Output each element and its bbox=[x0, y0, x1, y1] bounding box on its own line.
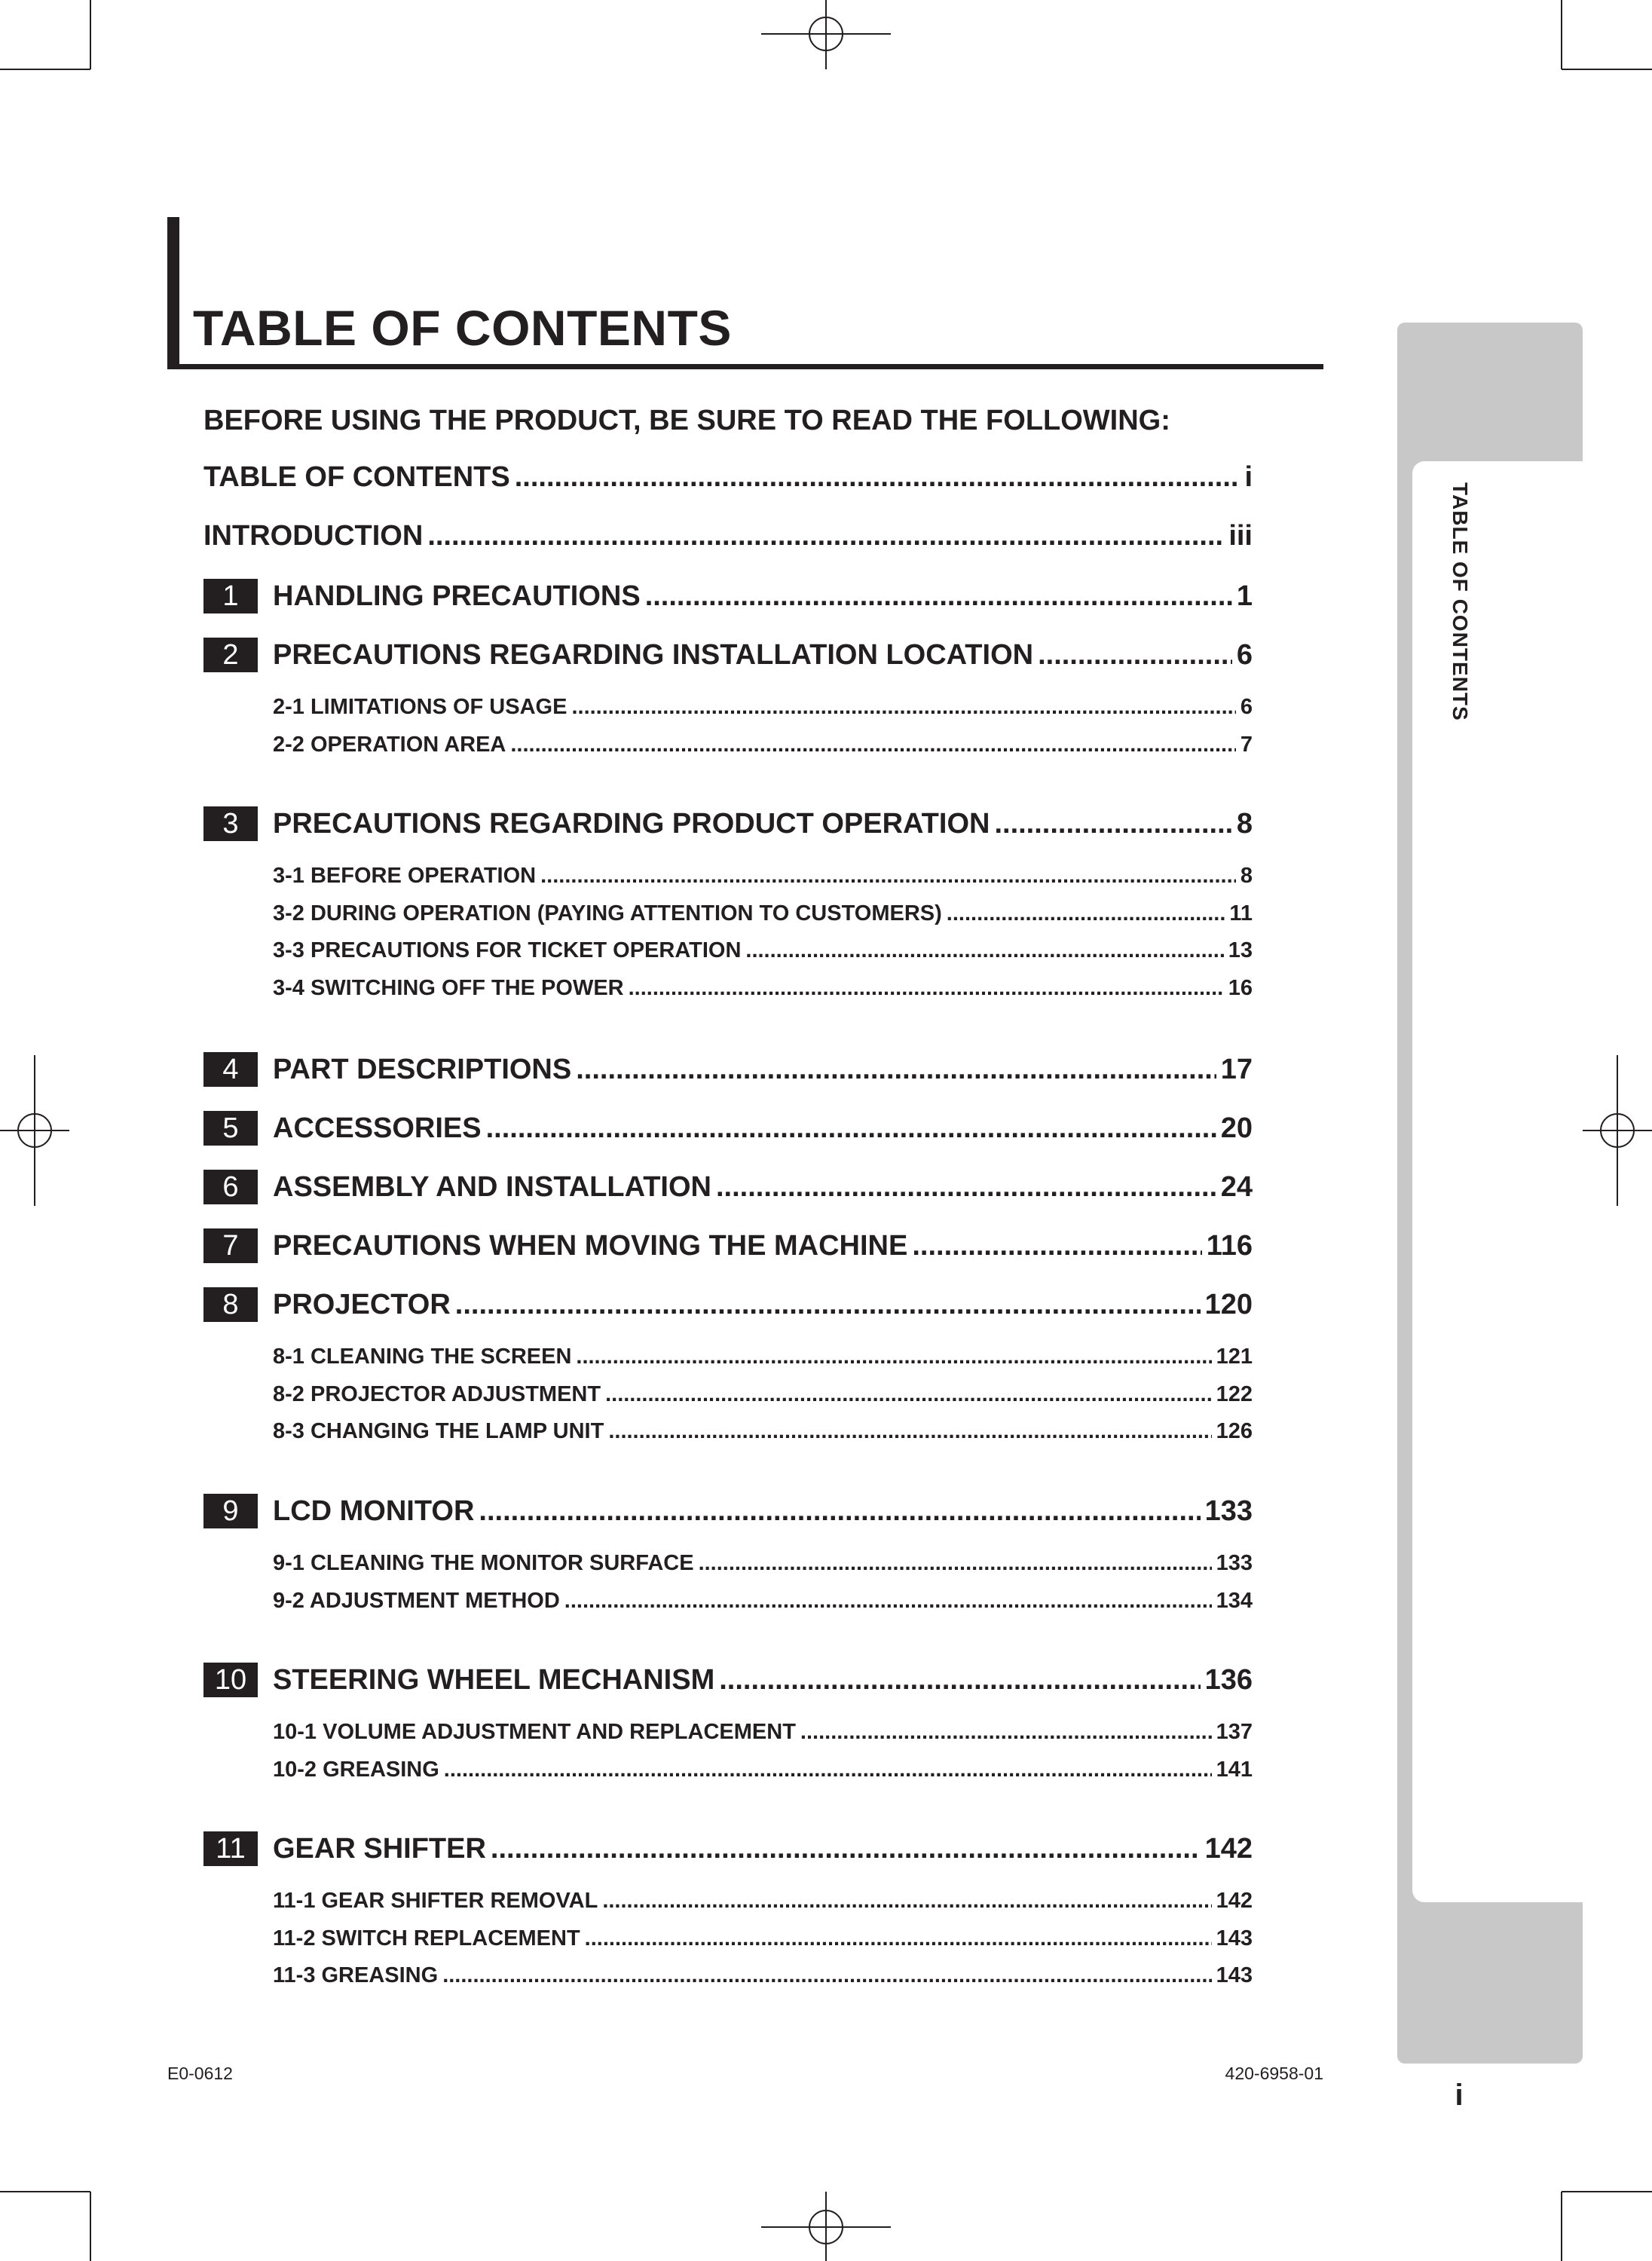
toc-entry-page: 6 bbox=[1236, 639, 1253, 671]
leader-dots bbox=[585, 1926, 1212, 1951]
toc-entry-label: 9-1 CLEANING THE MONITOR SURFACE bbox=[273, 1551, 694, 1575]
toc-section-entry[interactable] bbox=[273, 901, 1253, 926]
chapter-number-badge: 11 bbox=[203, 1831, 258, 1866]
footer-part-number: 420-6958-01 bbox=[1225, 2064, 1323, 2083]
toc-entry-label: PRECAUTIONS WHEN MOVING THE MACHINE bbox=[273, 1230, 908, 1262]
title-rule bbox=[167, 364, 1323, 369]
toc-entry-page: 133 bbox=[1204, 1495, 1253, 1527]
side-tab-inner bbox=[1412, 461, 1583, 1902]
page-title: TABLE OF CONTENTS bbox=[193, 300, 732, 356]
toc-section-entry[interactable] bbox=[273, 976, 1253, 1001]
leader-dots bbox=[602, 1889, 1211, 1914]
toc-section-entry[interactable] bbox=[273, 1889, 1253, 1914]
toc-entry-label: 8-2 PROJECTOR ADJUSTMENT bbox=[273, 1381, 601, 1406]
toc-entry-label: 3-2 DURING OPERATION (PAYING ATTENTION TO CUSTOMERS) bbox=[273, 901, 942, 926]
toc-entry-page: 143 bbox=[1216, 1926, 1253, 1950]
toc-entry-label: PRECAUTIONS REGARDING PRODUCT OPERATION bbox=[273, 808, 990, 840]
chapter-number-badge: 6 bbox=[203, 1170, 258, 1204]
toc-entry-page: 7 bbox=[1240, 732, 1253, 757]
toc-section-entry[interactable] bbox=[273, 695, 1253, 720]
leader-dots bbox=[576, 1345, 1211, 1369]
toc-chapter-entry[interactable] bbox=[273, 1664, 1253, 1697]
toc-entry-page: 24 bbox=[1220, 1171, 1253, 1203]
toc-entry-page: 16 bbox=[1228, 975, 1253, 1000]
toc-entry-label: 11-3 GREASING bbox=[273, 1963, 439, 1987]
leader-dots bbox=[800, 1720, 1212, 1745]
leader-dots bbox=[486, 1112, 1216, 1145]
toc-section-entry[interactable] bbox=[273, 1589, 1253, 1614]
toc-entry-page: i bbox=[1244, 461, 1253, 493]
toc-entry-label: 3-1 BEFORE OPERATION bbox=[273, 864, 537, 888]
toc-section-entry[interactable] bbox=[273, 864, 1253, 889]
toc-entry-label: ACCESSORIES bbox=[273, 1112, 482, 1144]
leader-dots bbox=[571, 695, 1235, 720]
toc-entry-page: 137 bbox=[1216, 1720, 1253, 1744]
toc-front-entry[interactable] bbox=[203, 520, 1253, 552]
toc-entry-page: 17 bbox=[1220, 1054, 1253, 1085]
toc-section-entry[interactable] bbox=[273, 1345, 1253, 1369]
toc-chapter-entry[interactable] bbox=[273, 808, 1253, 840]
leader-dots bbox=[629, 976, 1224, 1001]
toc-entry-label: 3-3 PRECAUTIONS FOR TICKET OPERATION bbox=[273, 938, 742, 962]
toc-section-entry[interactable] bbox=[273, 1926, 1253, 1951]
toc-chapter-entry[interactable] bbox=[273, 1171, 1253, 1204]
toc-entry-page: 1 bbox=[1236, 580, 1253, 612]
leader-dots bbox=[947, 901, 1225, 926]
toc-entry-label: 8-1 CLEANING THE SCREEN bbox=[273, 1345, 572, 1369]
chapter-number-badge: 10 bbox=[203, 1663, 258, 1697]
toc-entry-page: 142 bbox=[1204, 1833, 1253, 1865]
toc-entry-page: 136 bbox=[1204, 1664, 1253, 1696]
toc-chapter-entry[interactable] bbox=[273, 1833, 1253, 1865]
leader-dots bbox=[491, 1833, 1201, 1865]
toc-section-entry[interactable] bbox=[273, 733, 1253, 757]
toc-entry-label: GEAR SHIFTER bbox=[273, 1833, 486, 1865]
toc-chapter-entry[interactable] bbox=[273, 1054, 1253, 1086]
title-accent-bar bbox=[167, 217, 179, 368]
toc-chapter-entry[interactable] bbox=[273, 1495, 1253, 1528]
chapter-number-badge: 2 bbox=[203, 638, 258, 672]
toc-section-entry[interactable] bbox=[273, 1963, 1253, 1988]
toc-entry-label: 11-2 SWITCH REPLACEMENT bbox=[273, 1926, 580, 1950]
leader-dots bbox=[442, 1963, 1211, 1988]
leader-dots bbox=[515, 461, 1241, 494]
leader-dots bbox=[576, 1054, 1216, 1086]
toc-section-entry[interactable] bbox=[273, 938, 1253, 963]
leader-dots bbox=[912, 1230, 1201, 1262]
toc-entry-label: INTRODUCTION bbox=[203, 520, 424, 552]
leader-dots bbox=[455, 1289, 1201, 1321]
toc-entry-label: HANDLING PRECAUTIONS bbox=[273, 580, 641, 612]
toc-entry-label: 11-1 GEAR SHIFTER REMOVAL bbox=[273, 1889, 598, 1913]
toc-entry-page: 8 bbox=[1240, 864, 1253, 888]
toc-entry-page: 126 bbox=[1216, 1419, 1253, 1443]
leader-dots bbox=[605, 1382, 1212, 1407]
toc-entry-label: 3-4 SWITCHING OFF THE POWER bbox=[273, 975, 624, 1000]
leader-dots bbox=[510, 733, 1235, 757]
toc-entry-label: 10-2 GREASING bbox=[273, 1757, 439, 1782]
toc-chapter-entry[interactable] bbox=[273, 639, 1253, 672]
toc-intro: BEFORE USING THE PRODUCT, BE SURE TO READ THE FOLLOWING: bbox=[203, 405, 1170, 436]
toc-section-entry[interactable] bbox=[273, 1382, 1253, 1407]
toc-entry-page: 122 bbox=[1216, 1381, 1253, 1406]
side-tab-label: TABLE OF CONTENTS bbox=[1449, 482, 1472, 721]
leader-dots bbox=[608, 1419, 1211, 1444]
chapter-number-badge: 9 bbox=[203, 1494, 258, 1528]
toc-entry-label: PART DESCRIPTIONS bbox=[273, 1054, 572, 1085]
leader-dots bbox=[479, 1495, 1200, 1528]
toc-entry-label: TABLE OF CONTENTS bbox=[203, 461, 510, 493]
toc-section-entry[interactable] bbox=[273, 1551, 1253, 1576]
toc-entry-page: 121 bbox=[1216, 1345, 1253, 1369]
toc-entry-label: 10-1 VOLUME ADJUSTMENT AND REPLACEMENT bbox=[273, 1720, 796, 1744]
toc-entry-label: 2-1 LIMITATIONS OF USAGE bbox=[273, 695, 567, 719]
chapter-number-badge: 8 bbox=[203, 1287, 258, 1322]
chapter-number-badge: 7 bbox=[203, 1228, 258, 1263]
leader-dots bbox=[716, 1171, 1216, 1204]
toc-entry-page: 20 bbox=[1220, 1112, 1253, 1144]
footer-doc-code: E0-0612 bbox=[167, 2064, 233, 2083]
toc-chapter-entry[interactable] bbox=[273, 1112, 1253, 1145]
leader-dots bbox=[719, 1664, 1200, 1697]
toc-entry-page: 142 bbox=[1216, 1889, 1253, 1913]
toc-entry-page: iii bbox=[1228, 520, 1253, 552]
leader-dots bbox=[427, 520, 1224, 552]
toc-section-entry[interactable] bbox=[273, 1419, 1253, 1444]
toc-entry-page: 120 bbox=[1204, 1289, 1253, 1320]
leader-dots bbox=[699, 1551, 1212, 1576]
toc-entry-label: 2-2 OPERATION AREA bbox=[273, 732, 506, 757]
leader-dots bbox=[540, 864, 1236, 889]
leader-dots bbox=[1038, 639, 1232, 672]
chapter-number-badge: 1 bbox=[203, 579, 258, 613]
chapter-number-badge: 4 bbox=[203, 1052, 258, 1087]
toc-front-entry[interactable] bbox=[203, 461, 1253, 494]
toc-entry-label: STEERING WHEEL MECHANISM bbox=[273, 1664, 715, 1696]
toc-entry-label: 8-3 CHANGING THE LAMP UNIT bbox=[273, 1419, 604, 1443]
leader-dots bbox=[745, 938, 1223, 963]
leader-dots bbox=[994, 808, 1231, 840]
chapter-number-badge: 5 bbox=[203, 1111, 258, 1146]
toc-entry-label: ASSEMBLY AND INSTALLATION bbox=[273, 1171, 711, 1203]
toc-chapter-entry[interactable] bbox=[273, 580, 1253, 613]
chapter-number-badge: 3 bbox=[203, 806, 258, 841]
toc-entry-page: 13 bbox=[1228, 938, 1253, 962]
leader-dots bbox=[564, 1589, 1212, 1614]
toc-entry-label: LCD MONITOR bbox=[273, 1495, 475, 1527]
toc-entry-page: 8 bbox=[1236, 808, 1253, 840]
toc-chapter-entry[interactable] bbox=[273, 1289, 1253, 1321]
page-number: i bbox=[1455, 2079, 1464, 2112]
toc-section-entry[interactable] bbox=[273, 1758, 1253, 1782]
leader-dots bbox=[444, 1758, 1212, 1782]
toc-entry-page: 116 bbox=[1206, 1230, 1253, 1262]
toc-entry-label: 9-2 ADJUSTMENT METHOD bbox=[273, 1588, 560, 1613]
toc-entry-label: PROJECTOR bbox=[273, 1289, 451, 1320]
toc-entry-page: 11 bbox=[1229, 901, 1253, 926]
toc-section-entry[interactable] bbox=[273, 1720, 1253, 1745]
toc-entry-page: 133 bbox=[1216, 1551, 1253, 1575]
toc-entry-page: 143 bbox=[1216, 1963, 1253, 1987]
toc-entry-page: 134 bbox=[1216, 1588, 1253, 1613]
leader-dots bbox=[645, 580, 1232, 613]
toc-entry-label: PRECAUTIONS REGARDING INSTALLATION LOCATION bbox=[273, 639, 1034, 671]
toc-chapter-entry[interactable] bbox=[273, 1230, 1253, 1262]
toc-entry-page: 141 bbox=[1216, 1757, 1253, 1782]
toc-entry-page: 6 bbox=[1240, 695, 1253, 719]
